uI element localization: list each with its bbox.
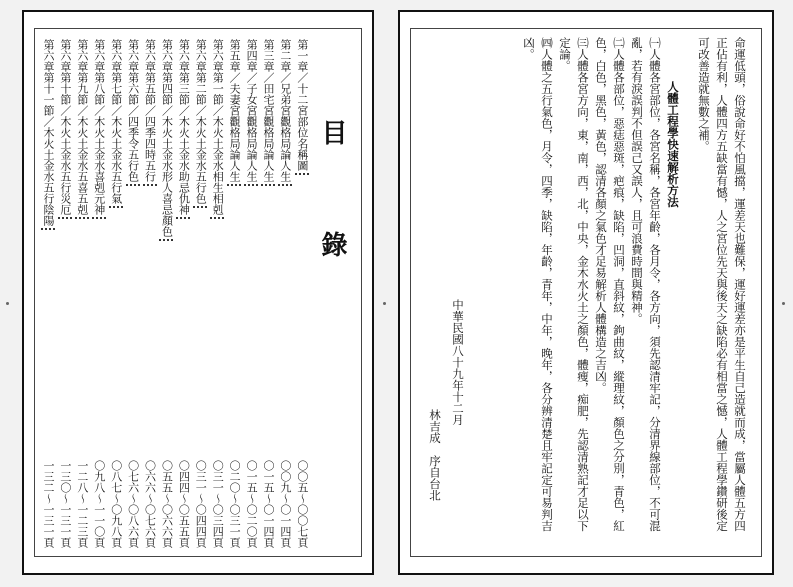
toc-entry-label: 第六章第二節／木火土金水五行色 xyxy=(194,39,208,204)
preface-line: 命運低頭，俗說命好不怕風擋，運差天也難保，運好運差亦是平生自己造就而成，當屬人體五方四 xyxy=(733,37,747,532)
toc-entry-page: 〇九八～一一〇頁 xyxy=(92,460,106,548)
toc-entry[interactable] xyxy=(75,39,89,548)
toc-entry[interactable] xyxy=(143,39,157,548)
dot-leader xyxy=(227,184,241,458)
toc-entry-label: 第六章第五節／四季四時五行 xyxy=(143,39,157,182)
toc-entry-label: 第六章第十一節／木火土金水五行陰陽 xyxy=(42,39,55,226)
signature-block xyxy=(427,299,465,501)
binding-mark xyxy=(782,302,785,305)
dot-leader xyxy=(295,173,309,458)
toc-frame xyxy=(34,28,362,557)
toc-entry-label: 第六章第十節／木火土金水五行災厄 xyxy=(58,39,72,215)
toc-entry[interactable] xyxy=(261,39,275,548)
binding-mark xyxy=(383,302,386,305)
toc-entry-label: 第六章第七節／木火土金水五行氣 xyxy=(109,39,123,204)
toc-list xyxy=(41,39,309,548)
paragraph-gap xyxy=(683,37,693,546)
toc-entry-page: 〇二〇～〇三一頁 xyxy=(228,460,242,548)
dot-leader xyxy=(143,184,157,458)
toc-entry-page: 〇〇五～〇〇七頁 xyxy=(295,460,309,548)
right-page-preface xyxy=(398,10,774,575)
binding-mark xyxy=(6,302,9,305)
toc-entry-page: 〇〇九～〇一四頁 xyxy=(278,460,292,548)
toc-entry[interactable] xyxy=(295,39,309,548)
toc-title: 目 錄 xyxy=(317,119,347,285)
toc-entry-page: 〇三一～〇四四頁 xyxy=(194,460,208,548)
toc-entry[interactable] xyxy=(176,39,190,548)
preface-line: 定論。 xyxy=(558,37,572,72)
toc-entry[interactable] xyxy=(278,39,292,548)
left-page-toc xyxy=(22,10,374,575)
toc-entry-page: 一二八～一二三頁 xyxy=(75,460,89,548)
dot-leader xyxy=(278,184,292,458)
toc-entry-label: 第六章第三節／木火土金水助忌仇神 xyxy=(177,39,191,215)
dot-leader xyxy=(244,184,258,458)
dot-leader xyxy=(176,217,190,458)
dot-leader xyxy=(193,206,207,458)
toc-entry-label: 第五章／夫妻宮觀格局論人生 xyxy=(228,39,242,182)
dot-leader xyxy=(126,184,140,458)
dot-leader xyxy=(75,217,89,458)
toc-entry-page: 〇三一～〇三四頁 xyxy=(211,460,225,548)
preface-line: 可改善造就無數之補。 xyxy=(697,37,711,152)
toc-entry[interactable] xyxy=(58,39,72,548)
dot-leader xyxy=(92,217,106,458)
signature-date: 中華民國八十九年十二月 xyxy=(451,299,465,426)
toc-entry-label: 第四章／子女宮觀格局論人生 xyxy=(245,39,259,182)
toc-entry-page: 〇七六～〇八六頁 xyxy=(126,460,140,548)
toc-entry-page: 〇四四～〇五五頁 xyxy=(177,460,191,548)
toc-entry-page: 〇八七～〇九八頁 xyxy=(109,460,123,548)
dot-leader xyxy=(109,206,123,458)
toc-entry[interactable] xyxy=(126,39,140,548)
dot-leader xyxy=(261,184,275,458)
toc-entry-page: 一三〇～一三一頁 xyxy=(58,460,72,548)
toc-entry-label: 第一章／十二宮部位名稱圖 xyxy=(295,39,309,171)
preface-line: 正佔有利，人體四方五缺當有憾，人之宮位先天與後天之缺陷必有相當之憾，人體工程學鑽研後定 xyxy=(715,37,729,532)
toc-entry-label: 第二章／兄弟宮觀格局論人生 xyxy=(278,39,292,182)
preface-line: 色，白色，黑色，黃色，認清各顏之氣色才足易解析人體構造之吉凶。 xyxy=(594,37,608,394)
toc-entry-label: 第六章第八節／木火土金水喜剋元神 xyxy=(92,39,106,215)
preface-line: ㈢人體各宮方向，東，南，西，北，中央，金木水火土之顏色，體瘦，痴肥，先認清熟記才足以下 xyxy=(576,37,590,532)
toc-entry-page: 一三二～一三一頁 xyxy=(42,460,55,548)
toc-entry-label: 第三章／田宅宮觀格局論人生 xyxy=(261,39,275,182)
toc-entry-label: 第六章第六節／四季令五行色 xyxy=(126,39,140,182)
preface-text xyxy=(421,37,747,546)
toc-entry[interactable] xyxy=(193,39,207,548)
toc-entry[interactable] xyxy=(92,39,106,548)
preface-frame xyxy=(410,28,762,557)
section-heading: 人體工程學快速解析方法 xyxy=(666,81,680,208)
preface-line: ㈣人體之五行氣色，月令，四季，缺陷，年齡，青年，中年，晚年，各分辨清楚且牢記定可易判吉 xyxy=(540,37,554,532)
toc-entry-label: 第六章第四節／木火土金水形人喜忌顏色 xyxy=(160,39,174,237)
toc-entry-page: 〇五五～〇六六頁 xyxy=(160,460,174,548)
dot-leader xyxy=(159,239,173,458)
toc-entry-page: 〇六六～〇七六頁 xyxy=(143,460,157,548)
preface-line: ㈠人體各宮部位，各宮名稱，各宮年齡，各月令，各方向，須先認清牢記，分清界線部位，不可混 xyxy=(648,37,662,532)
toc-entry[interactable] xyxy=(210,39,224,548)
toc-entry[interactable] xyxy=(159,39,173,548)
toc-entry[interactable] xyxy=(227,39,241,548)
preface-line: 亂，若有淚誤判不但誤己又誤人，且可浪費時間與精神。 xyxy=(630,37,644,325)
dot-leader xyxy=(58,217,72,458)
signature-author: 林吉成 序自台北 xyxy=(428,409,442,501)
preface-line: 凶。 xyxy=(522,37,536,60)
toc-entry-page: 〇一五～〇一四頁 xyxy=(261,460,275,548)
toc-entry[interactable] xyxy=(41,39,55,548)
dot-leader xyxy=(210,217,224,458)
toc-entry[interactable] xyxy=(244,39,258,548)
dot-leader xyxy=(41,228,55,458)
preface-line: ㈡人體各部位，惡痣惡斑，疤痕，缺陷，凹洞，直斜紋，鉤曲紋，縱理紋，顏色之分別，青色，紅 xyxy=(612,37,626,532)
toc-entry-label: 第六章第一節／木火土金水相生相剋 xyxy=(211,39,225,215)
toc-entry-label: 第六章第九節／木火土金水五喜五剋 xyxy=(75,39,89,215)
toc-entry[interactable] xyxy=(109,39,123,548)
toc-entry-page: 〇一五～〇二〇頁 xyxy=(245,460,259,548)
